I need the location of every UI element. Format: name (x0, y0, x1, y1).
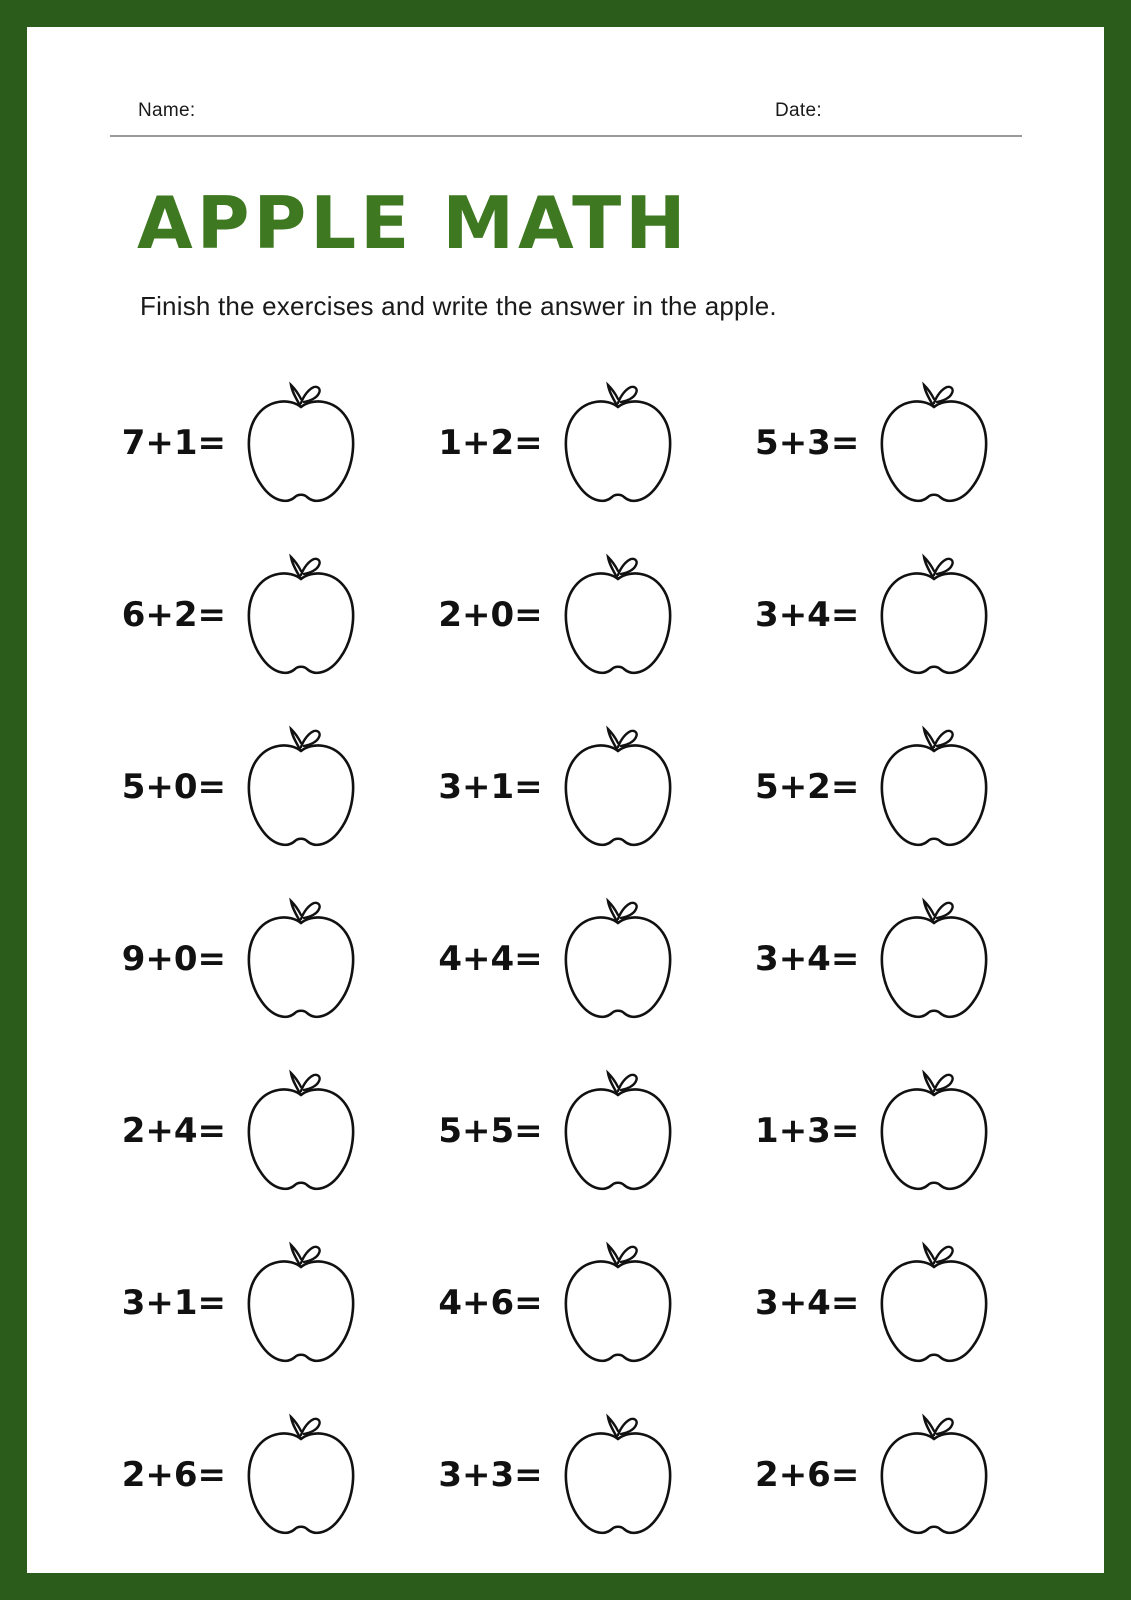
problem-expression: 3+1= (121, 1283, 226, 1323)
problem-item (743, 701, 1060, 873)
problem-expression: 5+5= (438, 1111, 543, 1151)
name-label: Name: (138, 100, 196, 121)
problem-expression: 3+4= (755, 1283, 860, 1323)
problem-expression: 2+4= (121, 1111, 226, 1151)
problem-item (427, 1217, 744, 1389)
problem-expression: 4+6= (438, 1283, 543, 1323)
problem-item (743, 529, 1060, 701)
apple-icon[interactable] (238, 1061, 364, 1201)
apple-icon[interactable] (555, 889, 681, 1029)
name-date-row (110, 95, 1022, 137)
problem-expression: 1+2= (438, 423, 543, 463)
apple-icon[interactable] (238, 889, 364, 1029)
apple-icon[interactable] (871, 1061, 997, 1201)
apple-icon[interactable] (555, 717, 681, 857)
apple-icon[interactable] (555, 1405, 681, 1545)
problem-item (110, 701, 427, 873)
date-label: Date: (775, 100, 822, 121)
problem-expression: 4+4= (438, 939, 543, 979)
problem-expression: 2+6= (121, 1455, 226, 1495)
problem-item (110, 873, 427, 1045)
problem-item (427, 1045, 744, 1217)
problem-item (427, 701, 744, 873)
problems-grid (110, 357, 1060, 1561)
apple-icon[interactable] (871, 1233, 997, 1373)
problem-expression: 6+2= (121, 595, 226, 635)
problem-item (427, 1389, 744, 1561)
problem-item (427, 529, 744, 701)
problem-item (110, 1389, 427, 1561)
problem-expression: 5+0= (121, 767, 226, 807)
problem-item (427, 873, 744, 1045)
problem-expression: 5+2= (755, 767, 860, 807)
problem-item (427, 357, 744, 529)
problem-expression: 5+3= (755, 423, 860, 463)
problem-expression: 9+0= (121, 939, 226, 979)
problem-expression: 3+1= (438, 767, 543, 807)
problem-item (110, 529, 427, 701)
problem-expression: 2+6= (755, 1455, 860, 1495)
problem-item (110, 1217, 427, 1389)
apple-icon[interactable] (238, 373, 364, 513)
apple-icon[interactable] (871, 889, 997, 1029)
problem-expression: 3+3= (438, 1455, 543, 1495)
apple-icon[interactable] (555, 545, 681, 685)
problem-item (743, 357, 1060, 529)
worksheet-page (27, 27, 1104, 1573)
apple-icon[interactable] (871, 1405, 997, 1545)
problem-expression: 2+0= (438, 595, 543, 635)
problem-item (110, 1045, 427, 1217)
problem-item (110, 357, 427, 529)
problem-item (743, 1217, 1060, 1389)
problem-expression: 7+1= (121, 423, 226, 463)
problem-item (743, 1045, 1060, 1217)
apple-icon[interactable] (871, 373, 997, 513)
apple-icon[interactable] (871, 717, 997, 857)
problem-item (743, 873, 1060, 1045)
apple-icon[interactable] (238, 1405, 364, 1545)
apple-icon[interactable] (238, 717, 364, 857)
problem-expression: 3+4= (755, 939, 860, 979)
apple-icon[interactable] (555, 1233, 681, 1373)
apple-icon[interactable] (238, 545, 364, 685)
page-title: APPLE MATH (137, 181, 690, 265)
apple-icon[interactable] (555, 373, 681, 513)
problem-expression: 1+3= (755, 1111, 860, 1151)
page-subtitle: Finish the exercises and write the answer in the apple. (140, 291, 777, 321)
apple-icon[interactable] (871, 545, 997, 685)
apple-icon[interactable] (555, 1061, 681, 1201)
problem-expression: 3+4= (755, 595, 860, 635)
apple-icon[interactable] (238, 1233, 364, 1373)
problem-item (743, 1389, 1060, 1561)
